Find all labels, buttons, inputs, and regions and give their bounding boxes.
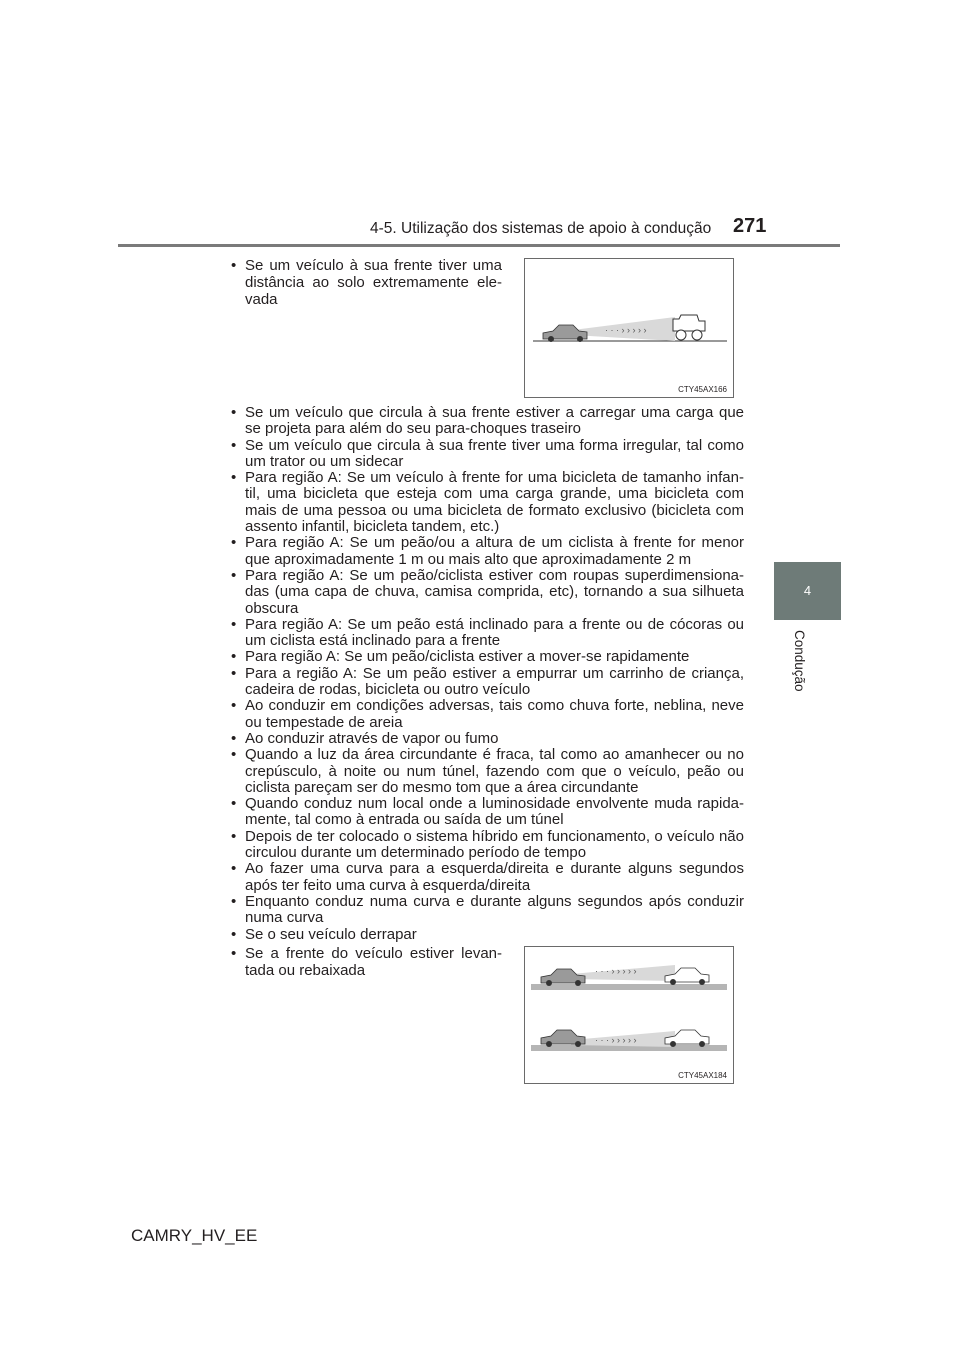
chapter-number: 4 [803,583,812,598]
list-item: • Se um veículo que circula à sua frente tiver uma forma irregular, tal como um trator ou um sidecar [231,438,744,471]
list-item: • Ao fazer uma curva para a esquerda/direita e durante alguns segundos após ter feito uma curva à esquerda/direita [231,861,744,894]
list-item: • Depois de ter colocado o sistema híbrido em funcionamento, o veículo não circulou durante um determinado período de tempo [231,829,744,862]
svg-text:· · · › › › › ›: · · · › › › › › [605,325,647,335]
chapter-label-area [774,620,841,1022]
high-clearance-vehicle-illustration [525,259,733,397]
bottom-bullet-list [231,945,502,979]
header-rule [118,244,840,247]
list-item: • Ao conduzir em condições adversas, tais como chuva forte, neblina, neve ou tempestade de areia [231,698,744,731]
figure-code: CTY45AX166 [678,385,727,394]
figure-code: CTY45AX184 [678,1071,727,1080]
list-item: • Para região A: Se um peão/ciclista estiver com roupas superdimensiona- das (uma capa de chuva, camisa comprida, etc), tornando a sua silhueta obscura [231,568,744,617]
list-item: • Ao conduzir através de vapor ou fumo [231,731,744,747]
raised-lowered-vehicle-illustration [525,947,733,1083]
chapter-tab [774,562,841,620]
list-item: • Quando conduz num local onde a luminosidade envolvente muda rapida- mente, tal como à entrada ou saída de um túnel [231,796,744,829]
section-title: 4-5. Utilização dos sistemas de apoio à condução [370,220,712,237]
top-bullet-list [231,257,502,308]
list-item: • Se a frente do veículo estiver levan- tada ou rebaixada [231,945,502,979]
figure-high-ground-clearance [524,258,734,398]
list-item: • Enquanto conduz numa curva e durante alguns segundos após conduzir numa curva [231,894,744,927]
chapter-label: Condução [792,630,807,692]
list-item: • Para região A: Se um veículo à frente for uma bicicleta de tamanho infan- til, uma bicicleta que esteja com uma carga grande, uma bicicleta com mais de uma pessoa ou uma bicicleta de formato exclusivo (bicicleta com assento infantil, bicicleta tandem, etc.) [231,470,744,535]
bullet-list [231,405,744,943]
svg-text:· · · › › › › ›: · · · › › › › › [595,1035,637,1045]
list-item: • Se um veículo que circula à sua frente estiver a carregar uma carga que se projeta para além do seu para-choques traseiro [231,405,744,438]
svg-text:· · · › › › › ›: · · · › › › › › [595,966,637,976]
list-item: • Para região A: Se um peão está inclinado para a frente ou de cócoras ou um ciclista está inclinado para a frente [231,617,744,650]
document-code: CAMRY_HV_EE [131,1226,258,1245]
list-item: • Para região A: Se um peão/ou a altura de um ciclista à frente for menor que aproximadamente 1 m ou mais alto que aproximadamente 2 m [231,535,744,568]
list-item: • Para região A: Se um peão/ciclista estiver a mover-se rapidamente [231,649,744,665]
list-item: • Quando a luz da área circundante é fraca, tal como ao amanhecer ou no crepúsculo, à noite ou num túnel, fazendo com que o veículo, peão ou ciclista pareçam ser do mesmo tom que a área circundante [231,747,744,796]
figure-raised-lowered-front [524,946,734,1084]
list-item: • Se um veículo à sua frente tiver uma distância ao solo extremamente ele- vada [231,257,502,308]
list-item: • Se o seu veículo derrapar [231,927,744,943]
list-item: • Para a região A: Se um peão estiver a empurrar um carrinho de criança, cadeira de rodas, bicicleta ou outro veículo [231,666,744,699]
page-number: 271 [733,215,767,237]
